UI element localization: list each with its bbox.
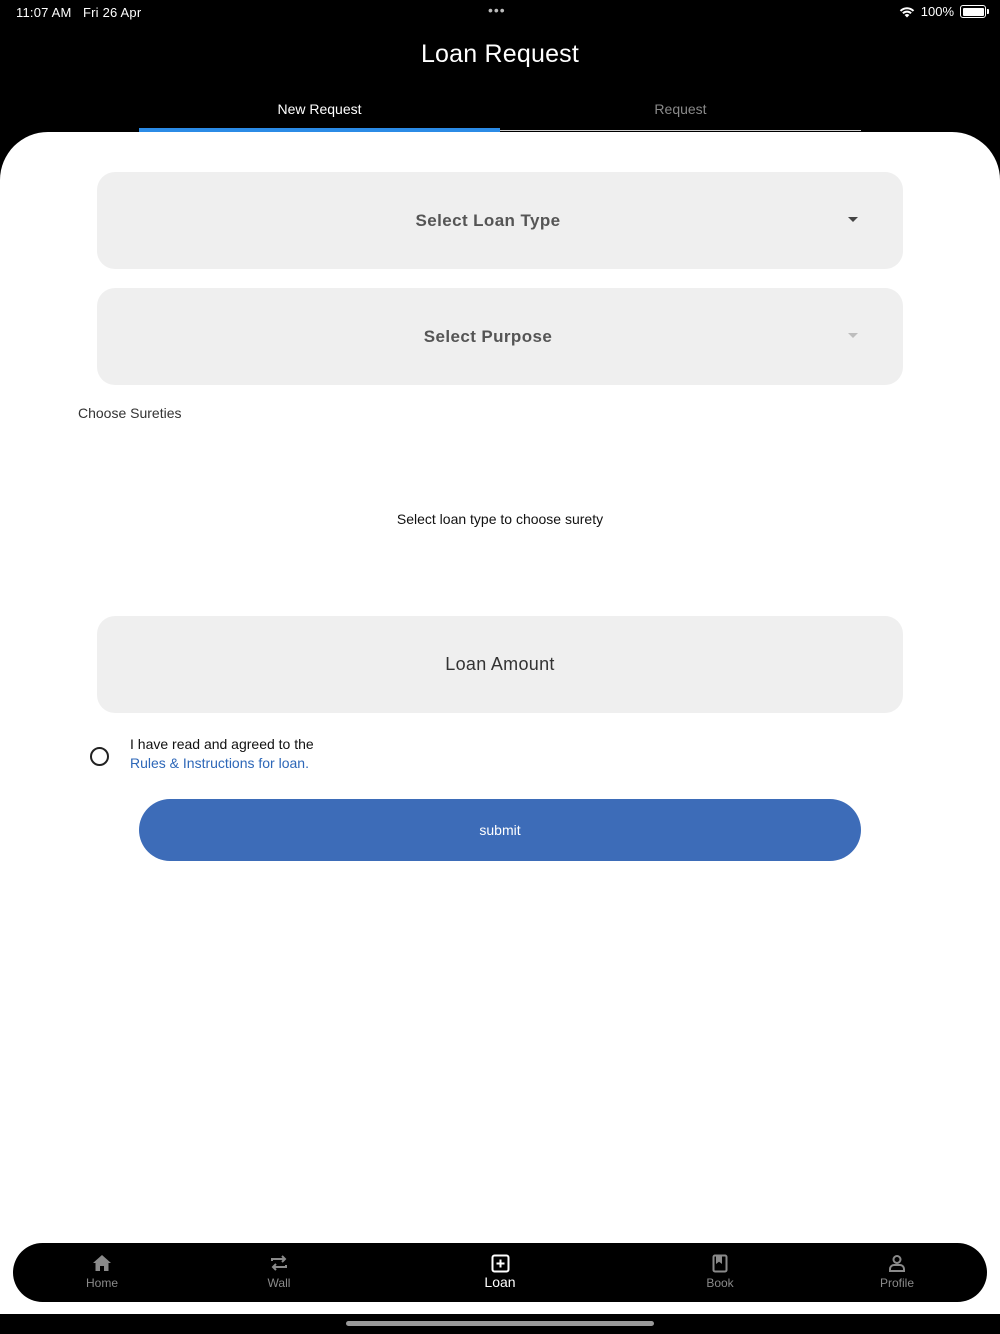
repeat-icon [270, 1253, 288, 1273]
multitasking-dots[interactable]: ••• [488, 2, 506, 18]
tab-request[interactable]: Request [500, 96, 861, 132]
bottom-nav [14, 1244, 986, 1301]
terms-radio[interactable] [90, 747, 109, 766]
loan-type-select[interactable] [97, 172, 903, 269]
nav-book[interactable] [660, 1244, 780, 1301]
wifi-icon [899, 6, 915, 18]
chevron-down-icon [848, 217, 858, 222]
tab-bar [139, 96, 861, 132]
battery-icon [960, 5, 986, 18]
sureties-label: Choose Sureties [78, 405, 182, 421]
status-indicators [899, 4, 986, 19]
form-card [0, 132, 1000, 1314]
purpose-placeholder: Select Purpose [423, 326, 553, 346]
nav-loan-label: Loan [484, 1274, 516, 1290]
submit-button[interactable]: submit [139, 799, 861, 861]
nav-home[interactable] [42, 1244, 162, 1301]
nav-home-label: Home [85, 1276, 118, 1290]
terms-text: I have read and agreed to the [130, 736, 314, 752]
status-date: Fri 26 Apr [83, 5, 142, 20]
rules-link[interactable]: Rules & Instructions for loan. [130, 755, 309, 771]
nav-loan[interactable] [440, 1244, 560, 1301]
page-title: Loan Request [420, 40, 580, 68]
status-time: 11:07 AM Fri 26 Apr [16, 5, 142, 20]
user-icon [888, 1253, 906, 1273]
sureties-empty-message: Select loan type to choose surety [396, 511, 604, 527]
plus-square-icon [491, 1253, 510, 1273]
nav-profile-label: Profile [879, 1276, 914, 1290]
tab-new-request[interactable]: New Request [139, 96, 500, 132]
purpose-select[interactable] [97, 288, 903, 385]
chevron-down-icon [848, 333, 858, 338]
loan-type-placeholder: Select Loan Type [415, 210, 561, 230]
nav-profile[interactable] [837, 1244, 957, 1301]
nav-book-label: Book [706, 1276, 734, 1290]
status-bar [0, 0, 1000, 24]
terms-agreement [90, 735, 314, 773]
home-icon [92, 1253, 112, 1273]
nav-wall[interactable] [219, 1244, 339, 1301]
book-icon [712, 1253, 728, 1273]
nav-wall-label: Wall [267, 1276, 291, 1290]
battery-percent: 100% [920, 4, 954, 19]
loan-amount-input[interactable]: Loan Amount [97, 616, 903, 713]
home-indicator[interactable] [346, 1321, 654, 1326]
